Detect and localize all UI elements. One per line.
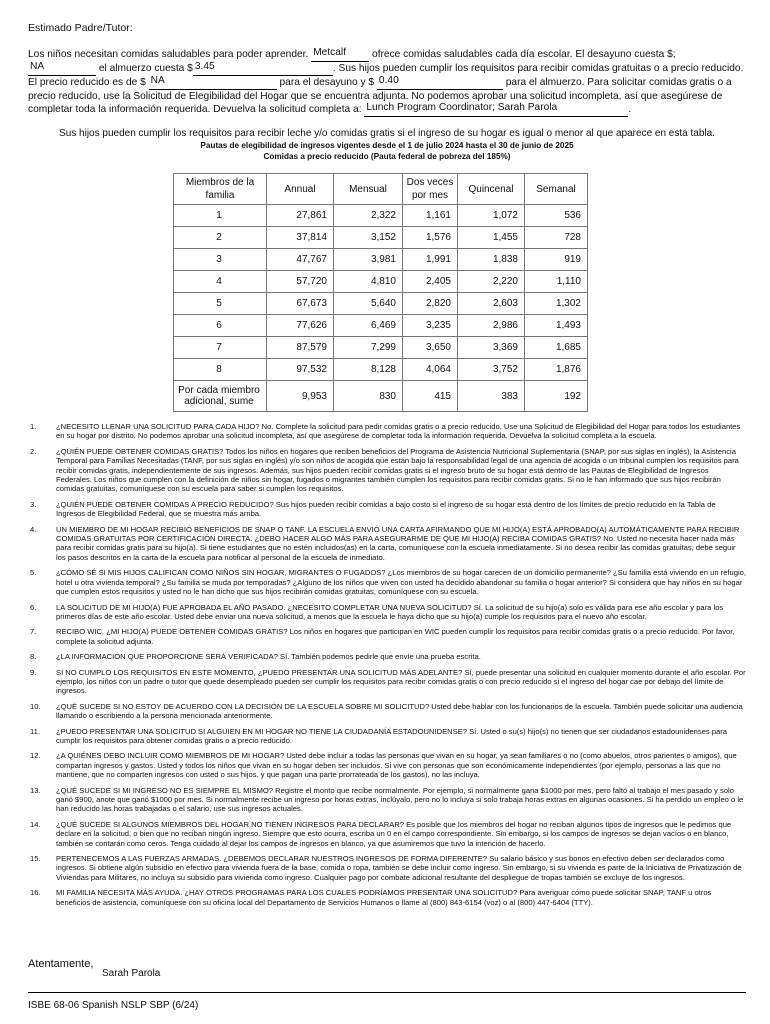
faq-item [28,500,746,519]
table-cell: 1,455 [458,227,525,249]
table-row [174,205,588,227]
table-title: Pautas de elegibilidad de ingresos vigentes desde el 1 de julio 2024 hasta el 30 de junio de 2025 [200,141,574,150]
table-cell: 1,493 [525,315,588,337]
table-cell: 67,673 [267,293,334,315]
table-cell: 3,235 [403,315,458,337]
table-cell: 3,981 [334,249,403,271]
faq-text: ¿CÓMO SÉ SI MIS HIJOS CALIFICAN COMO NIÑOS SIN HOGAR, MIGRANTES O FUGADOS? ¿Los miembros de su hogar carecen de un domicilio permanente? ¿Su familia está viviendo en un refugio, hotel u otra vivienda temporal? ¿Su familia se muda por temporadas? ¿Alguno de los niños que viven con usted ha decidido abandonar su familia o hogar anterior? Si considera que hay niños en su hogar que cumplen estos requisitos y usted no le han dicho que sus hijos recibirán comidas gratuitas, comuníquese con su escuela. [56,568,746,597]
table-cell: 97,532 [267,359,334,381]
faq-text: ¿LA INFORMACIÓN QUE PROPORCIONE SERÁ VERIFICADA? Sí. También podemos pedirle que envíe una prueba escrita. [56,652,481,662]
table-cell: 3,152 [334,227,403,249]
table-cell-members: 5 [174,293,267,315]
faq-item [28,422,746,441]
faq-text: ¿A QUIÉNES DEBO INCLUIR COMO MIEMBROS DE MI HOGAR? Usted debe incluir a todas las personas que vivan en su hogar, ya sean familiares o no (como abuelos, otros parientes o amigos), que compartan ingresos y gastos. Usted y todos los niños que vivan en su hogar deben ser incluidos. Si vive con personas que son económicamente independientes (por ejemplo, personas a las que no mantiene, que no comparten ingresos con usted o sus hijos, y que pagan una parte prorrateada de los gastos), no las incluya. [56,751,737,780]
table-cell-members: 2 [174,227,267,249]
table-cell: 77,626 [267,315,334,337]
table-row [174,271,588,293]
table-cell: 1,110 [525,271,588,293]
table-cell: 192 [525,381,588,412]
school-name-field[interactable]: Metcalf [311,48,369,62]
faq-number: 9. [30,667,37,677]
return-to-field[interactable]: Lunch Program Coordinator; Sarah Parola [364,103,628,117]
table-cell: 57,720 [267,271,334,293]
intro-text-5: para el desayuno y $ [279,77,375,88]
table-row [174,249,588,271]
faq-number: 12. [30,751,41,761]
table-cell-members: 1 [174,205,267,227]
faq-item [28,727,746,746]
faq-number: 7. [30,627,37,637]
table-row [174,293,588,315]
table-row [174,359,588,381]
faq-number: 8. [30,652,37,662]
faq-number: 15. [30,854,41,864]
table-cell: 1,991 [403,249,458,271]
form-id-footer: ISBE 68-06 Spanish NSLP SBP (6/24) [28,1000,199,1011]
income-eligibility-table [173,173,588,412]
faq-text: MI FAMILIA NECESITA MÁS AYUDA. ¿HAY OTROS PROGRAMAS PARA LOS CUALES PODRÍAMOS PRESENTAR UNA SOLICITUD? Para averiguar cómo puede solicitar SNAP, TANF u otros beneficios de asistencia, comuníquese con su oficina local del Departamento de Servicios Humanos o llame al (800) 843-6154 (voz) o al (800) 447-6404 (TTY). [56,888,712,907]
faq-text: ¿QUÉ SUCEDE SI ALGUNOS MIEMBROS DEL HOGAR NO TIENEN INGRESOS PARA DECLARAR? Es posible que los miembros del hogar no reciban algunos tipos de ingresos que le pedimos que declare en la solicitud, o bien que no reciban ningún ingreso. Siempre que esto ocurra, escriba un 0 en el campo correspondiente. Sin embargo, si los campos de ingresos se dejan vacíos o en blanco, también se contarán como ceros. Tenga cuidado al dejar los campos de ingresos en blanco, ya que asumiremos que tuvo la intención de hacerlo. [56,819,732,848]
breakfast-price-field[interactable]: NA [28,62,96,76]
faq-text: SI NO CUMPLO LOS REQUISITOS EN ESTE MOMENTO, ¿PUEDO PRESENTAR UNA SOLICITUD MÁS ADELANTE? Sí, puede presentar una solicitud en cualquier momento durante el año escolar. Por ejemplo, los niños con un padre o tutor que quede desempleado pueden ser cumplir los requisitos para recibir comidas gratis o con precio reducido si el ingreso del hogar cae por debajo del límite de ingresos. [56,667,746,696]
table-cell: 4,064 [403,359,458,381]
table-cell: 3,650 [403,337,458,359]
faq-item [28,820,746,848]
faq-number: 16. [30,888,41,898]
table-cell: 830 [334,381,403,412]
faq-text: ¿QUÉ SUCEDE SI NO ESTOY DE ACUERDO CON LA DECISIÓN DE LA ESCUELA SOBRE MI SOLICITUD? Usted debe hablar con los funcionarios de la escuela. También puede solicitar una audiencia llamando o escribiendo a la persona mencionada anteriormente. [56,701,743,721]
faq-text: UN MIEMBRO DE MI HOGAR RECIBIÓ BENEFICIOS DE SNAP O TANF. LA ESCUELA ENVIÓ UNA CARTA AFIRMANDO QUE MI HIJO(A) ESTÁ APROBADO(A) AUTOMÁTICAMENTE PARA RECIBIR COMIDAS GRATUITAS POR CERTIFICACIÓN DIRECTA. ¿DEBO HACER ALGO MÁS PARA ASEGURARME DE QUE MI HIJO(A) RECIBA COMIDAS GRATIS? No. Usted no necesita hacer nada más para recibir comidas gratis para su hijo(a). Si tiene estudiantes que no estén incluidos(as) en la carta, comuníquese con la escuela inmediatamente. Si no desea recibir las comidas gratuitas, debe seguir los pasos descritos en la carta de la escuela para notificar al personal de la escuela de inmediato. [56,524,740,562]
table-cell-members: Por cada miembro adicional, sume [174,381,267,412]
table-cell: 383 [458,381,525,412]
col-header-annual: Annual [267,174,334,205]
faq-item [28,652,746,661]
table-cell: 2,322 [334,205,403,227]
table-cell: 1,838 [458,249,525,271]
col-header-biweekly: Quincenal [458,174,525,205]
table-cell: 3,369 [458,337,525,359]
greeting: Estimado Padre/Tutor: [28,22,133,34]
faq-list [28,422,746,907]
faq-item [28,603,746,622]
table-cell: 2,603 [458,293,525,315]
table-cell: 1,876 [525,359,588,381]
faq-text: ¿QUIÉN PUEDE OBTENER COMIDAS GRATIS? Todos los niños en hogares que reciben beneficios del Programa de Asistencia Nutricional Suplementaria (SNAP, por sus siglas en inglés), la Asistencia Temporal para Familias Necesitadas (TANF, por sus siglas en inglés) y/o son niños de acogida que están bajo la responsabilidad legal de una agencia de acogida o un tribunal cumplen los requisitos para recibir comidas gratis, independientemente de sus ingresos. Además, sus hijos pueden recibir comidas gratis si el ingreso bruto de su hogar está dentro de las Pautas de Elegibilidad de Ingresos Federales. Los niños que cumplen con la definición de niños sin hogar, fugados o migrantes también cumplen los requisitos para recibir comidas gratis. Si no le han informado que sus hijos recibirán comidas gratuitas, comuníquese con su escuela para saber si cumplen los requisitos. [56,446,739,494]
col-header-members: Miembros de la familia [174,174,267,205]
faq-item [28,668,746,696]
faq-text: LA SOLICITUD DE MI HIJO(A) FUE APROBADA EL AÑO PASADO. ¿NECESITO COMPLETAR UNA NUEVA SOLICITUD? Sí. La solicitud de su hijo(a) solo es válida para ese año escolar y para los primeros días de este año escolar. Usted debe enviar una nueva solicitud, a menos que la escuela le haya dicho que su hijo(a) cumple los requisitos para el nuevo año escolar. [56,602,724,621]
table-row [174,381,588,412]
faq-text: ¿QUÉ SUCEDE SI MI INGRESO NO ES SIEMPRE EL MISMO? Registre el monto que recibe normalmente. Por ejemplo, si normalmente gana $1000 por mes, pero faltó al trabajo el mes pasado y solo ganó $900, anote que ganó $1000 por mes. Si normalmente recibe un ingreso por horas extras, inclúyalo, pero no lo incluya si solo trabaja horas extras en algunas ocasiones. Si ha perdido un empleo o le han reducido las horas trabajadas o el salario, use sus ingresos actuales. [56,785,744,814]
table-cell: 27,861 [267,205,334,227]
faq-text: ¿QUIÉN PUEDE OBTENER COMIDAS A PRECIO REDUCIDO? Sus hijos pueden recibir comidas a bajo costo si el ingreso de su hogar está dentro de los límites de precio reducido en la Tabla de Ingresos de Elegibilidad Federal, que se muestra más arriba. [56,499,716,519]
faq-item [28,786,746,814]
table-cell: 536 [525,205,588,227]
table-cell-members: 4 [174,271,267,293]
faq-item [28,854,746,882]
intro-text-3: el almuerzo cuesta $ [98,63,193,74]
faq-item [28,888,746,907]
table-cell: 415 [403,381,458,412]
table-cell-members: 7 [174,337,267,359]
table-cell: 1,161 [403,205,458,227]
intro-text-6: para el almuerzo. Para solicitar comidas gratis o a precio reducido, use la Solicitud de Elegibilidad del Hogar que se encuentra adjunta. No podemos aprobar una solicitud incompleta, así que asegúrese de completar toda la información requerida. Devuelva la solicitud completa a: [28,77,732,115]
table-cell: 2,220 [458,271,525,293]
table-cell: 1,685 [525,337,588,359]
faq-number: 4. [30,524,37,534]
faq-number: 2. [30,446,37,456]
table-row [174,227,588,249]
table-cell: 728 [525,227,588,249]
faq-number: 10. [30,701,41,711]
faq-number: 13. [30,785,41,795]
table-cell: 6,469 [334,315,403,337]
faq-item [28,447,746,494]
faq-item [28,525,746,563]
eligibility-intro: Sus hijos pueden cumplir los requisitos para recibir leche y/o comidas gratis si el ingreso de su hogar es igual o menor al que aparece en esta tabla. [59,128,715,139]
table-cell: 3,752 [458,359,525,381]
faq-text: ¿PUEDO PRESENTAR UNA SOLICITUD SI ALGUIEN EN MI HOGAR NO TIENE LA CIUDADANÍA ESTADOUNIDENSE? Sí. Usted o su(s) hijo(s) no tienen que ser ciudadanos estadounidenses para cumplir los requisitos para obtener comidas gratis o a precio reducido. [56,726,728,745]
intro-text-4: . Sus hijos pueden cumplir los requisitos para recibir comidas gratuitas o a precio reducido. El precio reducido es de $ [28,63,744,88]
intro-text-1: Los niños necesitan comidas saludables para poder aprender. [28,49,309,60]
table-cell: 8,128 [334,359,403,381]
faq-item [28,702,746,721]
table-cell: 47,767 [267,249,334,271]
table-cell: 37,814 [267,227,334,249]
table-cell: 919 [525,249,588,271]
table-row [174,315,588,337]
footer-divider [28,992,746,993]
faq-number: 14. [30,819,41,829]
table-cell: 7,299 [334,337,403,359]
faq-number: 3. [30,499,37,509]
faq-number: 6. [30,602,37,612]
faq-text: PERTENECEMOS A LAS FUERZAS ARMADAS. ¿DEBEMOS DECLARAR NUESTROS INGRESOS DE FORMA DIFERENTE? Su salario básico y sus bonos en efectivo deben ser declarados como ingresos. Si obtiene algún subsidio en efectivo para vivienda fuera de la base, comida o ropa, también se debe incluir como ingreso. Sin embargo, si su vivienda es parte de la Iniciativa de Privatización de Viviendas para Militares, no incluya su subsidio para vivienda como ingreso. Cualquier pago por combate adicional resultante del despliegue de tropas también se excluye de los ingresos. [56,854,742,882]
table-cell: 5,640 [334,293,403,315]
faq-number: 11. [30,726,40,736]
table-cell: 4,810 [334,271,403,293]
table-cell: 87,579 [267,337,334,359]
intro-paragraph: Los niños necesitan comidas saludables para poder aprender. Metcalf ofrece comidas saludables cada día escolar. El desayuno cuesta $; NA el almuerzo cuesta $ 3.45 . Sus hijos pueden cumplir los requisitos para recibir comidas gratuitas o a precio reducido. El precio reducido es de $ NA para el desayuno y $ 0.40 para el almuerzo. Para solicitar comidas gratis o a precio reducido, use la Solicitud de Elegibilidad del Hogar que se encuentra adjunta. No podemos aprobar una solicitud incompleta, así que asegúrese de completar toda la información requerida. Devuelva la solicitud completa a: Lunch Program Coordinator; Sarah Parola . [28,47,744,115]
table-subtitle: Comidas a precio reducido (Pauta federal de pobreza del 185%) [263,152,511,161]
table-cell: 2,820 [403,293,458,315]
closing: Atentamente, [28,958,94,970]
faq-number: 1. [30,422,37,431]
faq-item [28,568,746,596]
letter-page [28,22,746,913]
table-cell-members: 6 [174,315,267,337]
eligibility-heading [28,128,746,161]
intro-text-2: ofrece comidas saludables cada día escolar. El desayuno cuesta $; [372,49,676,60]
table-cell-members: 3 [174,249,267,271]
faq-text: RECIBO WIC. ¿MI HIJO(A) PUEDE OBTENER COMIDAS GRATIS? Los niños en hogares que participan en WIC pueden cumplir los requisitos para recibir comidas gratis o a precio reducido. Por favor, complete la solicitud adjunta. [56,627,735,646]
table-row [174,337,588,359]
table-cell: 1,302 [525,293,588,315]
signature: Sarah Parola [102,968,161,979]
table-cell: 1,072 [458,205,525,227]
table-cell: 9,953 [267,381,334,412]
table-cell-members: 8 [174,359,267,381]
reduced-lunch-field[interactable]: 0.40 [377,76,503,90]
table-cell: 2,405 [403,271,458,293]
table-cell: 2,986 [458,315,525,337]
col-header-monthly: Mensual [334,174,403,205]
table-header-row [174,174,588,205]
faq-text: ¿NECESITO LLENAR UNA SOLICITUD PARA CADA HIJO? No. Complete la solicitud para pedir comidas gratis o a precio reducido. Use una Solicitud de Elegibilidad del Hogar para todos los estudiantes en su hogar por distrito. No podemos aprobar una solicitud incompleta, así que asegúrese de completar toda la información requerida. Devuelva la solicitud completa a la escuela. [56,422,741,441]
col-header-twice-monthly: Dos veces por mes [403,174,458,205]
faq-item [28,627,746,646]
lunch-price-field[interactable]: 3.45 [193,62,333,76]
col-header-weekly: Semanal [525,174,588,205]
table-cell: 1,576 [403,227,458,249]
faq-item [28,751,746,779]
faq-number: 5. [30,568,37,578]
reduced-breakfast-field[interactable]: NA [149,76,277,90]
